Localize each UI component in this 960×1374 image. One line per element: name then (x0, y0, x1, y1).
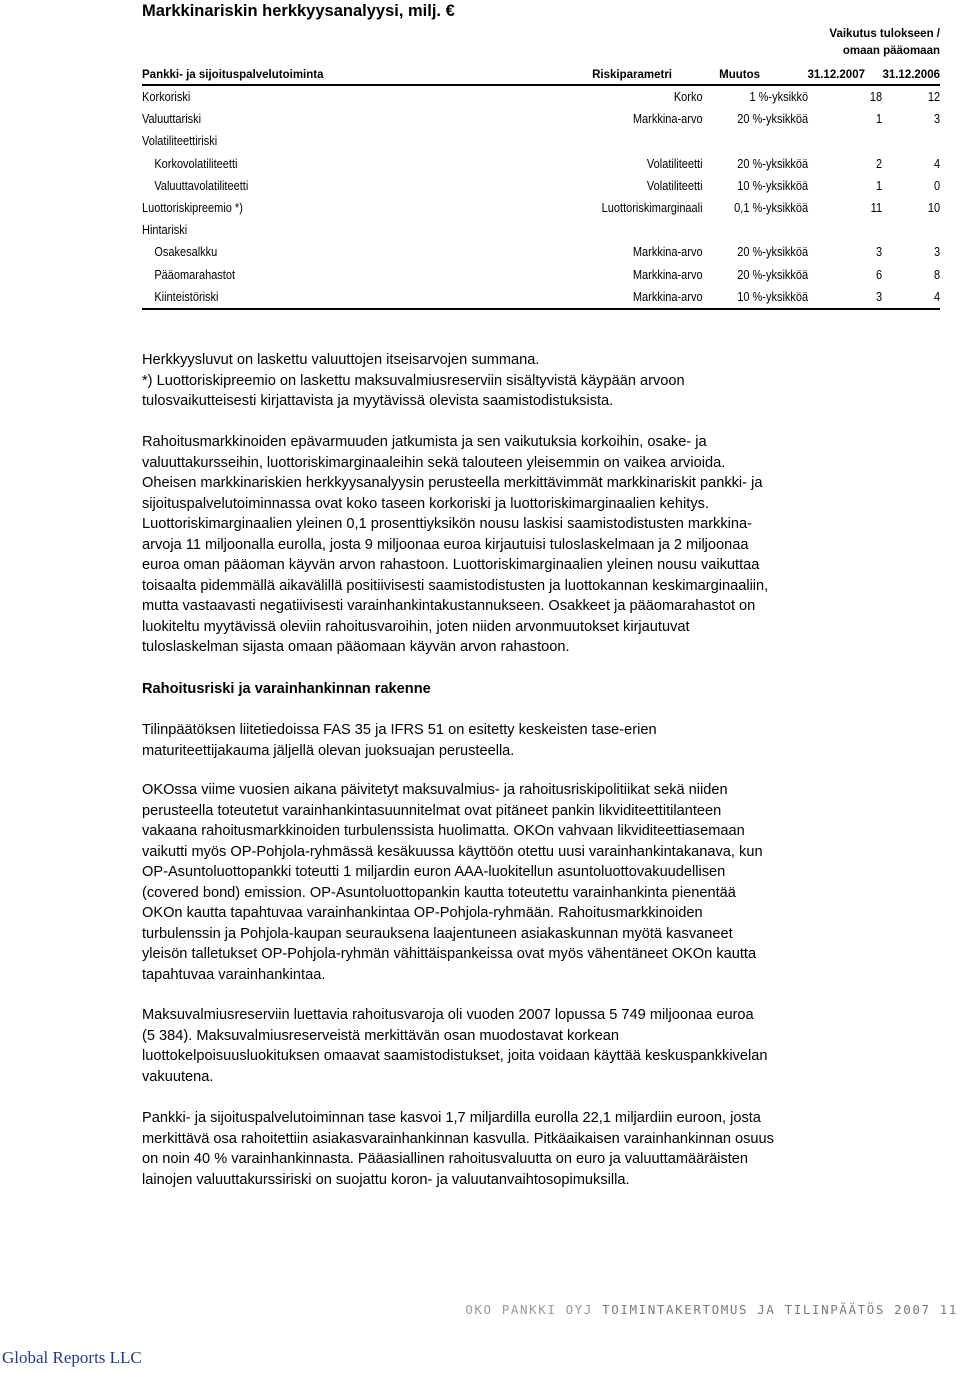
row-name: Valuuttavolatiliteetti (154, 178, 249, 193)
impact-header: Vaikutus tulokseen / omaan pääomaan (829, 28, 940, 57)
notes (142, 350, 932, 412)
text-line: luokiteltu myytävissä oleviin rahoitusvaroihin, joten niiden arvonmuutokset kirjautuvat (142, 618, 690, 635)
text-line: valuuttakursseihin, luottoriskimarginaaleihin sekä talouteen yleisemmin on vaikea arvioida. (142, 454, 726, 471)
text-line: tuloslaskelman sijasta omaan pääomaan käyvän arvon rahastoon. (142, 639, 570, 655)
row-value-2007: 3 (875, 289, 883, 304)
col-header-name: Pankki- ja sijoituspalvelutoiminta (142, 69, 324, 81)
text-line: toisaalta pidemmällä aikavälillä positiivisesti saamistodistusten ja luottokannan keskimarginaaliin, (142, 577, 769, 594)
text-line: vakaana rahoitusmarkkinoiden turbulenssista huolimatta. OKOn vahvaan likviditeettiasemaan (142, 823, 745, 839)
col-header-param: Riskiparametri (592, 69, 672, 81)
text-line: on noin 40 % varainhankinnasta. Pääasiallinen rahoitusvaluutta on euro ja valuuttamääräisten (142, 1151, 749, 1167)
text-line: merkittävä osa rahoitettiin asiakasvarainhankinnan kasvulla. Pitkäaikaisen varainhankinnan osuus (142, 1130, 774, 1147)
paragraph-liquidity-reserve (142, 1005, 932, 1087)
table-row (142, 130, 940, 152)
row-param: Luottoriskimarginaali (601, 200, 703, 215)
text-line: (covered bond) emission. OP-Asuntoluottopankin kautta toteutettu varainhankinta pienentää (142, 884, 736, 901)
row-change: 20 %-yksikköä (737, 267, 809, 282)
row-param: Korko (673, 90, 703, 104)
row-value-2007: 18 (869, 90, 883, 104)
paragraph-balance-sheet (142, 1108, 932, 1190)
table-body (142, 86, 940, 310)
row-value-2007: 1 (875, 112, 883, 127)
row-name: Valuuttariski (142, 112, 202, 127)
text-line: yleisön talletukset OP-Pohjola-ryhmän vähittäispankeissa ovat myös vähentäneet OKOn kautta (142, 946, 757, 962)
text-line: luottokelpoisuusluokituksen omaavat saamistodistukset, joita voidaan käyttää keskuspankkivelan (142, 1048, 768, 1064)
footer-company: OKO PANKKI OYJ (465, 1302, 593, 1317)
text-line: Oheisen markkinariskien herkkyysanalyysin perusteella merkittävimmät markkinariskit pankki- ja (142, 475, 763, 491)
table-row (142, 264, 940, 286)
text-line: tapahtuvaa varainhankintaa. (142, 966, 326, 983)
text-line: maturiteettijakauma jäljellä olevan juoksuajan perusteella. (142, 742, 515, 759)
row-param: Markkina-arvo (632, 112, 703, 127)
row-value-2006: 10 (927, 200, 941, 215)
text-line: turbulenssin ja Pohjola-kaupan seurauksena laajentuneen asiakaskunnan myötä kasvaneet (142, 925, 733, 942)
row-param: Markkina-arvo (632, 289, 703, 304)
row-value-2007: 6 (875, 267, 883, 282)
table-row (142, 108, 940, 130)
text-line: OKOssa viime vuosien aikana päivitetyt maksuvalmius- ja rahoitusriskipolitiikat sekä niiden (142, 782, 728, 798)
page-title: Markkinariskin herkkyysanalyysi, milj. € (142, 2, 455, 20)
row-change: 1 %-yksikkö (749, 90, 809, 104)
row-name: Korkovolatiliteetti (154, 156, 238, 171)
text-line: vakuutena. (142, 1068, 214, 1085)
row-value-2007: 2 (875, 156, 883, 171)
section-heading: Rahoitusriski ja varainhankinnan rakenne (142, 681, 431, 697)
row-value-2006: 3 (934, 112, 941, 127)
table-row (142, 197, 940, 219)
row-name: Hintariski (142, 223, 188, 238)
text-line: euroa oman pääoman käyvän arvon rahastoon. Luottoriskimarginaalien yleinen nousu vaikuttaa (142, 557, 760, 573)
col-header-change: Muutos (719, 69, 760, 81)
row-change: 0,1 %-yksikköä (734, 200, 809, 215)
table-row (142, 219, 940, 241)
row-param: Markkina-arvo (632, 267, 703, 282)
row-param: Volatiliteetti (646, 156, 703, 171)
table-row (142, 175, 940, 197)
paragraph-maturity (142, 720, 932, 761)
table-row (142, 86, 940, 108)
text-line: *) Luottoriskipreemio on laskettu maksuvalmiusreserviin sisältyvistä käypään arvoon (142, 372, 685, 389)
row-change: 20 %-yksikköä (737, 245, 809, 260)
row-value-2006: 8 (934, 267, 941, 282)
text-line: OKOn kautta tapahtuvaa varainhankintaa OP-Pohjola-ryhmään. Rahoitusmarkkinoiden (142, 905, 703, 921)
text-line: Tilinpäätöksen liitetiedoissa FAS 35 ja IFRS 51 on esitetty keskeisten tase-erien (142, 722, 657, 738)
row-name: Osakesalkku (154, 245, 218, 260)
text-line: Luottoriskimarginaalien yleinen 0,1 prosenttiyksikön nousu laskisi saamistodistusten markkina- (142, 516, 752, 532)
text-line: tulosvaikutteisesti kirjattavista ja myytävissä olevista saamistodistuksista. (142, 393, 614, 409)
row-change: 20 %-yksikköä (737, 112, 809, 127)
row-name: Volatiliteettiriski (142, 134, 218, 149)
row-change: 20 %-yksikköä (737, 156, 809, 171)
row-name: Korkoriski (142, 90, 191, 104)
row-param: Markkina-arvo (632, 245, 703, 260)
text-line: arvoja 11 miljoonalla eurolla, josta 9 miljoonaa euroa kirjautuisi tuloslaskelmaan ja 2 miljoonaa (142, 536, 749, 553)
text-line: Maksuvalmiusreserviin luettavia rahoitusvaroja oli vuoden 2007 lopussa 5 749 miljoonaa euroa (142, 1007, 754, 1023)
text-line: vaikutti myös OP-Pohjola-ryhmässä kesäkuussa käyttöön otettu uusi varainhankintakanava, kun (142, 843, 763, 860)
col-header-2006: 31.12.2006 (882, 69, 940, 81)
watermark: Global Reports LLC (2, 1348, 142, 1367)
row-value-2007: 1 (875, 178, 883, 193)
table-row (142, 153, 940, 175)
row-value-2007: 11 (870, 200, 883, 215)
text-line: lainojen valuuttakurssiriski on suojattu koron- ja valuutanvaihtosopimuksilla. (142, 1171, 630, 1188)
row-value-2006: 12 (927, 90, 941, 104)
page-footer (465, 1302, 958, 1317)
text-line: Pankki- ja sijoituspalvelutoiminnan tase kasvoi 1,7 miljardilla eurolla 22,1 miljardiin euroon, josta (142, 1110, 761, 1126)
text-line: Herkkyysluvut on laskettu valuuttojen itseisarvojen summana. (142, 352, 540, 368)
table-header-row (142, 67, 940, 86)
row-value-2006: 3 (934, 245, 941, 260)
text-line: perusteella toteutetut varainhankintasuunnitelmat ovat pitäneet pankin likviditeettitilanteen (142, 802, 722, 819)
table-row (142, 286, 940, 308)
paragraph-market-risk (142, 432, 932, 658)
row-value-2006: 4 (934, 156, 941, 171)
row-value-2006: 4 (934, 289, 941, 304)
text-line: (5 384). Maksuvalmiusreserveistä merkittävän osan muodostavat korkean (142, 1027, 619, 1044)
text-line: Rahoitusmarkkinoiden epävarmuuden jatkumista ja sen vaikutuksia korkoihin, osake- ja (142, 434, 707, 450)
row-name: Pääomarahastot (154, 267, 236, 282)
text-line: OP-Asuntoluottopankki toteutti 1 miljardin euron AAA-luokitellun asuntoluottovakuudellisen (142, 864, 726, 880)
row-name: Kiinteistöriski (154, 289, 219, 304)
row-value-2006: 0 (934, 178, 941, 193)
text-line: mutta vastaavasti negatiivisesti varainhankintakustannukseen. Osakkeet ja pääomarahastot on (142, 598, 756, 614)
text-line: sijoituspalvelutoiminnassa ovat koko taseen korkoriski ja luottoriskimarginaalien kehitys. (142, 495, 709, 512)
row-change: 10 %-yksikköä (737, 178, 809, 193)
paragraph-liquidity (142, 780, 932, 985)
row-value-2007: 3 (875, 245, 883, 260)
table-row (142, 241, 940, 263)
row-name: Luottoriskipreemio *) (142, 200, 243, 215)
row-change: 10 %-yksikköä (737, 289, 809, 304)
row-param: Volatiliteetti (646, 178, 703, 193)
footer-report: TOIMINTAKERTOMUS JA TILINPÄÄTÖS 2007 11 (602, 1302, 958, 1317)
col-header-2007: 31.12.2007 (807, 69, 865, 81)
